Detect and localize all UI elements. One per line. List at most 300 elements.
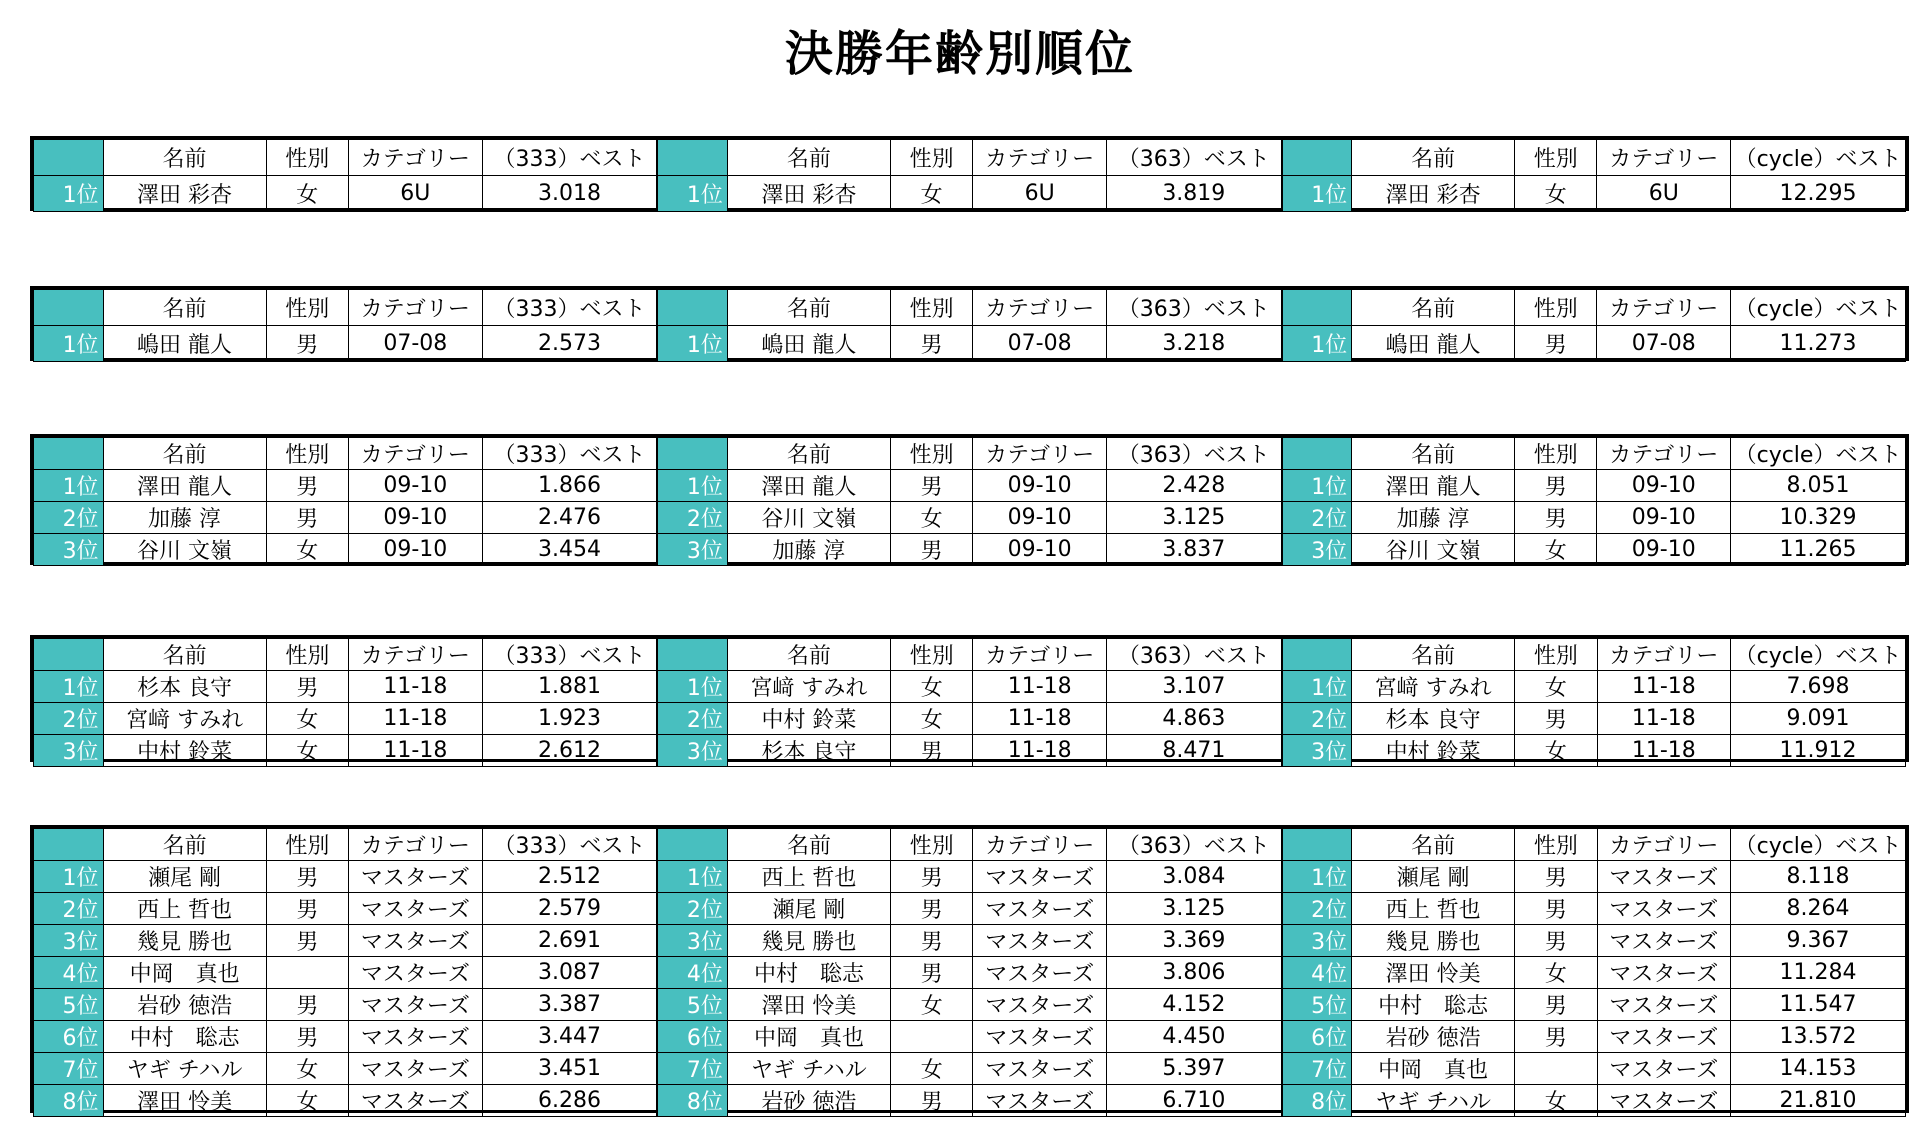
gender-cell: 女 [1515, 176, 1597, 212]
ranking-table [657, 289, 1281, 362]
best-time-cell: 7.698 [1731, 671, 1906, 703]
table-row [1282, 502, 1905, 534]
category-cell: 07-08 [973, 326, 1107, 362]
ranking-table [33, 289, 657, 362]
table-row [34, 326, 657, 362]
gender-header: 性別 [1515, 438, 1597, 470]
ranking-section [30, 825, 1909, 1113]
gender-cell: 男 [890, 534, 972, 566]
table-row [34, 1053, 657, 1085]
category-cell: マスターズ [973, 989, 1107, 1021]
category-cell: マスターズ [973, 893, 1107, 925]
rank-cell: 1位 [1282, 861, 1351, 893]
best-time-cell: 4.450 [1107, 1021, 1282, 1053]
gender-cell [891, 1021, 973, 1053]
best-time-cell: 9.091 [1731, 703, 1906, 735]
category-cell: マスターズ [973, 1021, 1107, 1053]
name-cell: 中岡 真也 [1352, 1053, 1515, 1085]
best-header: （363）ベスト [1107, 639, 1282, 671]
gender-header: 性別 [890, 438, 972, 470]
table-row [1282, 957, 1905, 989]
category-cell: 09-10 [348, 502, 482, 534]
name-cell: 嶋田 龍人 [1352, 326, 1515, 362]
table-header-row [658, 290, 1281, 326]
rank-cell: 3位 [658, 534, 728, 566]
gender-cell: 男 [1515, 861, 1597, 893]
best-header: （333）ベスト [482, 140, 657, 176]
category-cell: マスターズ [1597, 925, 1731, 957]
best-time-cell: 2.573 [482, 326, 657, 362]
category-header: カテゴリー [349, 639, 483, 671]
category-header: カテゴリー [973, 290, 1107, 326]
gender-cell: 男 [890, 326, 972, 362]
ranking-section [30, 635, 1909, 765]
rank-cell: 4位 [658, 957, 728, 989]
name-header: 名前 [103, 140, 266, 176]
rank-cell: 4位 [34, 957, 104, 989]
table-row [1282, 989, 1905, 1021]
category-header: カテゴリー [348, 438, 482, 470]
gender-cell: 男 [1515, 703, 1597, 735]
best-time-cell: 11.912 [1731, 735, 1906, 767]
name-cell: 杉本 良守 [103, 671, 266, 703]
gender-header: 性別 [266, 290, 348, 326]
name-cell: 中村 聡志 [1352, 989, 1515, 1021]
name-cell: 澤田 怜美 [727, 989, 890, 1021]
rank-cell: 8位 [34, 1085, 104, 1117]
gender-cell: 男 [891, 861, 973, 893]
rank-cell: 6位 [658, 1021, 728, 1053]
table-row [34, 470, 657, 502]
gender-cell: 男 [1515, 1021, 1597, 1053]
category-cell: 09-10 [348, 534, 482, 566]
rank-cell: 3位 [1282, 534, 1352, 566]
name-cell: 加藤 淳 [727, 534, 890, 566]
gender-cell: 女 [891, 671, 973, 703]
gender-cell: 女 [266, 735, 348, 767]
category-header: カテゴリー [1597, 438, 1731, 470]
name-header: 名前 [1352, 829, 1515, 861]
category-header: カテゴリー [348, 140, 482, 176]
rank-cell: 3位 [1282, 925, 1351, 957]
rank-cell: 1位 [1282, 470, 1352, 502]
rank-cell: 3位 [658, 925, 728, 957]
ranking-table [1282, 139, 1906, 212]
table-row [658, 534, 1281, 566]
best-time-cell: 3.087 [482, 957, 657, 989]
table-row [658, 176, 1281, 212]
best-time-cell: 11.273 [1731, 326, 1906, 362]
rank-header-cell [34, 829, 104, 861]
gender-header: 性別 [1515, 290, 1597, 326]
ranking-section [30, 286, 1909, 361]
best-header: （cycle）ベスト [1731, 438, 1906, 470]
ranking-table [33, 139, 657, 212]
best-time-cell: 10.329 [1731, 502, 1906, 534]
category-cell: 11-18 [349, 735, 483, 767]
name-cell: 瀬尾 剛 [727, 893, 890, 925]
name-header: 名前 [103, 639, 266, 671]
category-cell: 6U [348, 176, 482, 212]
table-row [658, 957, 1281, 989]
gender-header: 性別 [890, 140, 972, 176]
best-time-cell: 14.153 [1731, 1053, 1906, 1085]
best-header: （333）ベスト [482, 829, 657, 861]
gender-cell: 男 [266, 925, 348, 957]
category-cell: マスターズ [1597, 989, 1731, 1021]
rank-cell: 2位 [34, 502, 104, 534]
name-cell: 澤田 彩杏 [727, 176, 890, 212]
gender-header: 性別 [266, 140, 348, 176]
table-header-row [1282, 290, 1905, 326]
name-cell: ヤギ チハル [727, 1053, 890, 1085]
rank-cell: 1位 [658, 671, 728, 703]
ranking-table [657, 437, 1281, 566]
best-time-cell: 12.295 [1731, 176, 1906, 212]
rank-cell: 1位 [1282, 176, 1352, 212]
gender-cell: 男 [1515, 989, 1597, 1021]
table-header-row [34, 290, 657, 326]
gender-cell: 女 [891, 989, 973, 1021]
name-cell: 谷川 文嶺 [727, 502, 890, 534]
best-time-cell: 3.451 [482, 1053, 657, 1085]
gender-cell: 男 [891, 1085, 973, 1117]
gender-cell: 女 [266, 703, 348, 735]
best-time-cell: 11.547 [1731, 989, 1906, 1021]
rank-cell: 1位 [34, 671, 104, 703]
gender-cell: 男 [266, 326, 348, 362]
name-cell: 中村 鈴菜 [1352, 735, 1515, 767]
best-header: （363）ベスト [1106, 140, 1281, 176]
category-header: カテゴリー [1597, 290, 1731, 326]
name-cell: 宮﨑 すみれ [727, 671, 890, 703]
rank-header-cell [34, 438, 104, 470]
name-header: 名前 [727, 829, 890, 861]
rank-cell: 8位 [658, 1085, 728, 1117]
rank-cell: 7位 [658, 1053, 728, 1085]
name-header: 名前 [727, 290, 890, 326]
best-header: （333）ベスト [482, 438, 657, 470]
table-row [1282, 470, 1905, 502]
best-time-cell: 3.806 [1107, 957, 1282, 989]
best-time-cell: 9.367 [1731, 925, 1906, 957]
ranking-table [33, 828, 657, 1117]
ranking-table [657, 638, 1281, 767]
rank-header-cell [34, 140, 104, 176]
best-time-cell: 8.471 [1107, 735, 1282, 767]
gender-cell: 女 [266, 1053, 348, 1085]
rank-header-cell [1282, 639, 1351, 671]
best-time-cell: 11.284 [1731, 957, 1906, 989]
best-time-cell: 13.572 [1731, 1021, 1906, 1053]
name-cell: 澤田 龍人 [103, 470, 266, 502]
name-cell: 中村 鈴菜 [103, 735, 266, 767]
table-header-row [34, 140, 657, 176]
best-header: （333）ベスト [482, 290, 657, 326]
rank-header-cell [658, 290, 728, 326]
category-header: カテゴリー [1597, 140, 1731, 176]
best-time-cell: 3.125 [1106, 502, 1281, 534]
category-cell: マスターズ [973, 957, 1107, 989]
rank-header-cell [34, 639, 104, 671]
category-cell: 11-18 [973, 703, 1107, 735]
gender-cell: 女 [890, 176, 972, 212]
ranking-table [33, 437, 657, 566]
gender-header: 性別 [266, 438, 348, 470]
best-time-cell: 3.107 [1107, 671, 1282, 703]
category-cell: マスターズ [1597, 1085, 1731, 1117]
rank-cell: 3位 [658, 735, 728, 767]
name-header: 名前 [1352, 140, 1515, 176]
name-cell: 澤田 龍人 [727, 470, 890, 502]
table-row [34, 502, 657, 534]
best-header: （363）ベスト [1106, 290, 1281, 326]
gender-cell: 男 [266, 989, 348, 1021]
best-time-cell: 2.579 [482, 893, 657, 925]
rank-cell: 7位 [1282, 1053, 1351, 1085]
table-row [658, 470, 1281, 502]
table-header-row [658, 140, 1281, 176]
category-cell: 11-18 [973, 735, 1107, 767]
rank-cell: 1位 [658, 861, 728, 893]
table-header-row [34, 829, 657, 861]
category-cell: マスターズ [973, 1085, 1107, 1117]
best-time-cell: 8.051 [1731, 470, 1906, 502]
name-cell: 西上 哲也 [1352, 893, 1515, 925]
table-header-row [1282, 438, 1905, 470]
name-cell: 澤田 彩杏 [103, 176, 266, 212]
table-row [34, 989, 657, 1021]
gender-cell: 男 [891, 735, 973, 767]
name-cell: 幾見 勝也 [1352, 925, 1515, 957]
rank-header-cell [658, 140, 728, 176]
best-time-cell: 1.923 [482, 703, 657, 735]
rank-cell: 2位 [658, 893, 728, 925]
gender-cell: 男 [1515, 893, 1597, 925]
category-cell: マスターズ [973, 1053, 1107, 1085]
best-time-cell: 3.837 [1106, 534, 1281, 566]
best-time-cell: 1.881 [482, 671, 657, 703]
table-row [658, 893, 1281, 925]
rank-cell: 1位 [34, 470, 104, 502]
name-cell: 宮﨑 すみれ [103, 703, 266, 735]
rank-cell: 7位 [34, 1053, 104, 1085]
best-time-cell: 21.810 [1731, 1085, 1906, 1117]
category-header: カテゴリー [973, 140, 1107, 176]
table-row [34, 534, 657, 566]
gender-cell: 男 [890, 470, 972, 502]
rank-header-cell [1282, 140, 1352, 176]
category-cell: 09-10 [348, 470, 482, 502]
name-cell: 岩砂 徳浩 [727, 1085, 890, 1117]
category-cell: 11-18 [349, 671, 483, 703]
name-cell: 宮﨑 すみれ [1352, 671, 1515, 703]
category-cell: マスターズ [349, 1053, 483, 1085]
rank-cell: 2位 [1282, 502, 1352, 534]
name-cell: 嶋田 龍人 [103, 326, 266, 362]
table-header-row [34, 639, 657, 671]
gender-header: 性別 [1515, 140, 1597, 176]
category-cell: マスターズ [1597, 957, 1731, 989]
ranking-table [657, 828, 1281, 1117]
rank-cell: 2位 [658, 703, 728, 735]
rank-cell: 2位 [34, 893, 104, 925]
gender-cell [1515, 1053, 1597, 1085]
table-row [34, 1021, 657, 1053]
gender-header: 性別 [266, 829, 348, 861]
table-row [658, 861, 1281, 893]
best-time-cell: 6.710 [1107, 1085, 1282, 1117]
rank-cell: 3位 [1282, 735, 1351, 767]
category-cell: マスターズ [349, 893, 483, 925]
name-cell: 中村 鈴菜 [727, 703, 890, 735]
table-row [658, 1053, 1281, 1085]
table-row [34, 703, 657, 735]
gender-cell: 男 [266, 502, 348, 534]
name-header: 名前 [103, 829, 266, 861]
name-cell: 澤田 怜美 [103, 1085, 266, 1117]
best-time-cell: 2.691 [482, 925, 657, 957]
name-cell: 幾見 勝也 [727, 925, 890, 957]
ranking-table [33, 638, 657, 767]
best-time-cell: 5.397 [1107, 1053, 1282, 1085]
name-cell: 西上 哲也 [727, 861, 890, 893]
category-header: カテゴリー [348, 290, 482, 326]
category-cell: マスターズ [349, 925, 483, 957]
category-header: カテゴリー [973, 829, 1107, 861]
category-cell: マスターズ [349, 989, 483, 1021]
gender-header: 性別 [890, 290, 972, 326]
best-time-cell: 3.218 [1106, 326, 1281, 362]
best-header: （363）ベスト [1107, 829, 1282, 861]
gender-cell: 女 [1515, 735, 1597, 767]
name-cell: 嶋田 龍人 [727, 326, 890, 362]
gender-cell: 男 [266, 470, 348, 502]
best-header: （cycle）ベスト [1731, 140, 1906, 176]
table-row [1282, 1053, 1905, 1085]
best-time-cell: 1.866 [482, 470, 657, 502]
table-row [658, 1085, 1281, 1117]
table-row [658, 326, 1281, 362]
name-cell: ヤギ チハル [1352, 1085, 1515, 1117]
best-time-cell: 4.863 [1107, 703, 1282, 735]
table-row [1282, 1085, 1905, 1117]
rank-cell: 1位 [34, 326, 104, 362]
rank-cell: 1位 [34, 176, 104, 212]
category-cell: 6U [1597, 176, 1731, 212]
gender-cell: 女 [266, 534, 348, 566]
best-time-cell: 3.447 [482, 1021, 657, 1053]
name-header: 名前 [727, 639, 890, 671]
category-cell: 07-08 [348, 326, 482, 362]
gender-cell: 男 [1515, 502, 1597, 534]
category-cell: 09-10 [1597, 534, 1731, 566]
category-cell: マスターズ [1597, 1021, 1731, 1053]
best-header: （cycle）ベスト [1731, 290, 1906, 326]
rank-cell: 3位 [34, 925, 104, 957]
rank-cell: 5位 [658, 989, 728, 1021]
table-header-row [1282, 639, 1905, 671]
rank-cell: 8位 [1282, 1085, 1351, 1117]
rank-cell: 2位 [1282, 893, 1351, 925]
category-cell: マスターズ [349, 861, 483, 893]
name-cell: 西上 哲也 [103, 893, 266, 925]
gender-header: 性別 [891, 639, 973, 671]
gender-cell: 男 [891, 957, 973, 989]
ranking-table [1282, 638, 1906, 767]
name-cell: 中岡 真也 [727, 1021, 890, 1053]
gender-cell: 女 [890, 502, 972, 534]
rank-header-cell [1282, 829, 1351, 861]
ranking-table [657, 139, 1281, 212]
name-cell: 澤田 龍人 [1352, 470, 1515, 502]
category-cell: 09-10 [973, 534, 1107, 566]
ranking-table [1282, 437, 1906, 566]
table-row [658, 671, 1281, 703]
category-cell: 07-08 [1597, 326, 1731, 362]
best-time-cell: 3.369 [1107, 925, 1282, 957]
category-cell: マスターズ [349, 1021, 483, 1053]
gender-cell: 女 [891, 1053, 973, 1085]
name-cell: 岩砂 徳浩 [1352, 1021, 1515, 1053]
category-cell: マスターズ [1597, 1053, 1731, 1085]
rank-cell: 1位 [1282, 671, 1351, 703]
best-time-cell: 8.264 [1731, 893, 1906, 925]
table-row [34, 735, 657, 767]
rank-header-cell [34, 290, 104, 326]
gender-cell [266, 957, 348, 989]
table-row [1282, 925, 1905, 957]
rank-header-cell [1282, 290, 1352, 326]
best-time-cell: 3.819 [1106, 176, 1281, 212]
gender-cell: 女 [891, 703, 973, 735]
table-header-row [34, 438, 657, 470]
best-time-cell: 3.018 [482, 176, 657, 212]
rank-cell: 3位 [34, 735, 104, 767]
category-header: カテゴリー [1597, 829, 1731, 861]
category-cell: 11-18 [1597, 703, 1731, 735]
best-header: （363）ベスト [1106, 438, 1281, 470]
rank-header-cell [658, 639, 728, 671]
table-row [1282, 861, 1905, 893]
category-cell: 11-18 [973, 671, 1107, 703]
rank-cell: 1位 [658, 176, 728, 212]
category-cell: マスターズ [349, 1085, 483, 1117]
gender-cell: 男 [266, 1021, 348, 1053]
table-row [1282, 671, 1905, 703]
category-cell: 09-10 [1597, 502, 1731, 534]
table-row [1282, 176, 1905, 212]
best-time-cell: 3.387 [482, 989, 657, 1021]
table-row [658, 703, 1281, 735]
ranking-section [30, 434, 1909, 565]
rank-cell: 1位 [658, 470, 728, 502]
name-cell: 澤田 怜美 [1352, 957, 1515, 989]
best-time-cell: 2.612 [482, 735, 657, 767]
rank-cell: 5位 [1282, 989, 1351, 1021]
table-header-row [1282, 829, 1905, 861]
ranking-section [30, 136, 1909, 211]
category-cell: 11-18 [1597, 735, 1731, 767]
rank-cell: 3位 [34, 534, 104, 566]
name-cell: 杉本 良守 [727, 735, 890, 767]
category-cell: 09-10 [973, 502, 1107, 534]
gender-cell: 女 [1515, 1085, 1597, 1117]
name-cell: 中村 聡志 [727, 957, 890, 989]
table-row [34, 861, 657, 893]
rank-cell: 1位 [1282, 326, 1352, 362]
table-row [1282, 893, 1905, 925]
